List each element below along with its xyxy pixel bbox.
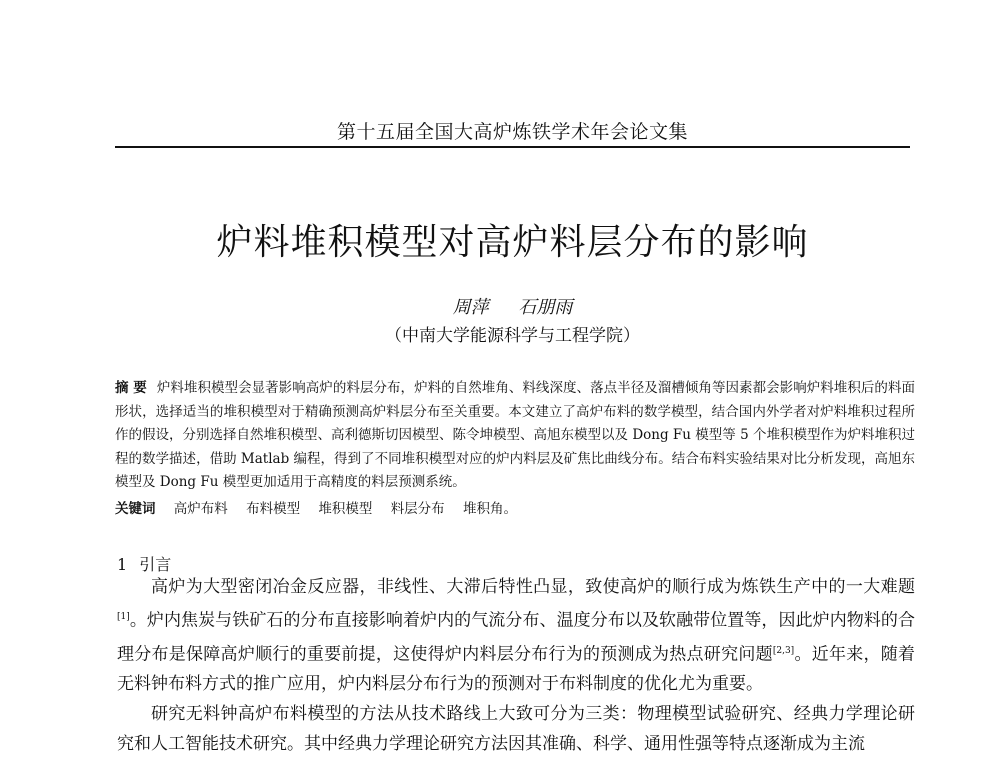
paragraph-text: 。炉内焦炭与铁矿石的分布直接影响着炉内的气流分布、温度分布以及软融带位置等，因此炉内物料的合理分布是保障高炉顺行的重要前提，这使得炉内料层分布行为的预测成为热点研究问题 <box>117 610 915 665</box>
paragraph-text: 高炉为大型密闭冶金反应器，非线性、大滞后特性凸显，致使高炉的顺行成为炼铁生产中的一大难题 <box>151 577 915 597</box>
abstract-text: 炉料堆积模型会显著影响高炉的料层分布，炉料的自然堆角、料线深度、落点半径及溜槽倾角等因素都会影响炉料堆积后的料面形状，选择适当的堆积模型对于精确预测高炉料层分布至关重要。本文建立了高炉布料的数学模型，结合国内外学者对炉料堆积过程所作的假设，分别选择自然堆积模型、高利德斯切因模型、陈令坤模型、高旭东模型以及 Dong Fu 模型等 5 个堆积模型作为炉料堆积过程的数学描述，借助 Matlab 编程，得到了不同堆积模型对应的炉内料层及矿焦比曲线分布。结合布料实验结果对比分析发现，高旭东模型及 Dong Fu 模型更加适用于高精度的料层预测系统。 <box>115 380 916 491</box>
keyword: 料层分布 <box>390 501 445 517</box>
authors-line <box>115 293 910 319</box>
keywords-label: 关键词 <box>115 501 156 517</box>
affiliation: （中南大学能源科学与工程学院） <box>385 326 640 346</box>
paper-title: 炉料堆积模型对高炉料层分布的影响 <box>216 222 809 263</box>
abstract-label: 摘 要 <box>115 380 147 396</box>
keywords <box>115 498 915 520</box>
citation: [2,3] <box>772 645 795 656</box>
keyword: 堆积模型 <box>318 501 373 517</box>
header-rule <box>115 146 910 148</box>
citation: [1] <box>117 612 130 622</box>
paragraph-text: 。近年来，随着无料钟布料方式的推广应用，炉内料层分布行为的预测对于布料制度的优化尤为重要。 <box>117 644 916 695</box>
keyword: 布料模型 <box>246 501 301 517</box>
section-number: 1 <box>117 555 128 574</box>
author-name: 周萍 <box>452 297 489 318</box>
abstract <box>115 377 915 495</box>
keyword: 高炉布料 <box>173 501 228 517</box>
body-text <box>117 572 915 759</box>
keyword: 堆积角。 <box>462 501 517 517</box>
running-header: 第十五届全国大高炉炼铁学术年会论文集 <box>336 121 688 143</box>
paragraph <box>117 572 915 699</box>
section-title: 引言 <box>139 555 172 574</box>
paragraph: 研究无料钟高炉布料模型的方法从技术路线上大致可分为三类：物理模型试验研究、经典力学理论研究和人工智能技术研究。其中经典力学理论研究方法因其准确、科学、通用性强等特点逐渐成为主流 <box>117 704 915 755</box>
author-name: 石朋雨 <box>518 297 573 318</box>
